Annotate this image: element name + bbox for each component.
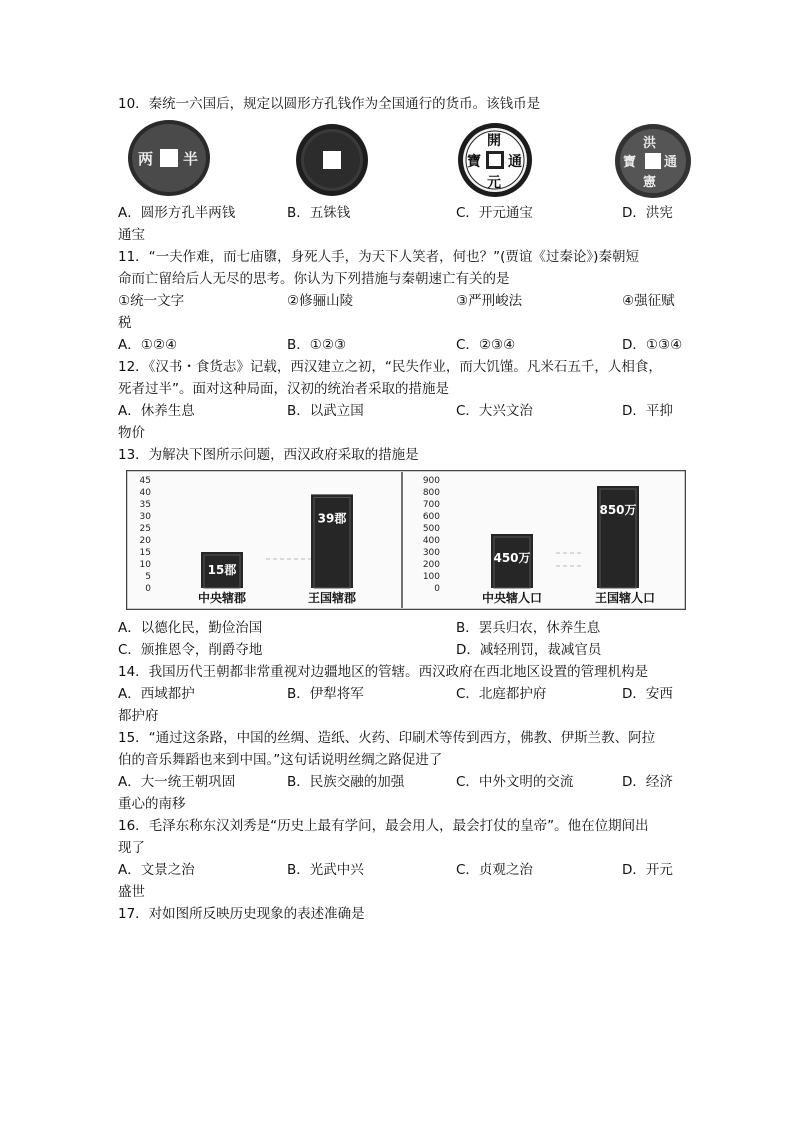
- coin-char: 開: [487, 133, 501, 149]
- y-tick-label: 30: [139, 512, 151, 522]
- y-tick-label: 200: [422, 560, 440, 570]
- q14-option-d-wrap: 都护府: [118, 708, 159, 724]
- y-tick-label: 900: [422, 476, 440, 486]
- q11-item-4: ④强征赋: [622, 293, 675, 309]
- bar-data-label: 850万: [599, 503, 637, 517]
- coin-char: 憲: [643, 175, 657, 190]
- y-tick-label: 600: [422, 512, 440, 522]
- q12-stem-line1: 12．《汉书・食货志》记载，西汉建立之初，“民失作业，而大饥馑。凡米石五千，人相食，: [118, 359, 662, 375]
- y-tick-label: 800: [422, 488, 440, 498]
- coin-char: 通: [508, 154, 522, 170]
- y-tick-label: 40: [139, 488, 151, 498]
- bar-data-label: 39郡: [317, 511, 347, 526]
- q17-stem: 17．对如图所反映历史现象的表述准确是: [118, 906, 365, 922]
- q12-stem-line2: 死者过半”。面对这种局面，汉初的统治者采取的措施是: [118, 381, 449, 397]
- kaiyuan-coin-icon: [456, 121, 534, 199]
- category-label: 王国辖人口: [594, 591, 656, 605]
- wuzhu-coin-icon: [294, 122, 370, 198]
- q11-item-2: ②修骊山陵: [287, 293, 354, 309]
- banliang-coin-icon: [126, 118, 212, 198]
- q13-bar-charts: [126, 470, 686, 610]
- q10-option-d: D．洪宪: [622, 205, 673, 221]
- q13-stem: 13．为解决下图所示问题，西汉政府采取的措施是: [118, 447, 419, 463]
- q13-option-d: D．减轻刑罚，裁减官员: [456, 642, 602, 658]
- q16-option-c: C．贞观之治: [456, 862, 533, 878]
- y-tick-label: 10: [139, 560, 151, 570]
- q14-option-d: D．安西: [622, 686, 673, 702]
- q16-option-b: B．光武中兴: [287, 862, 364, 878]
- y-tick-label: 5: [145, 572, 151, 582]
- q15-option-d: D．经济: [622, 774, 673, 790]
- q11-item-4-wrap: 税: [118, 315, 132, 331]
- q12-option-d-wrap: 物价: [118, 425, 145, 441]
- q15-stem-line2: 伯的音乐舞蹈也来到中国。”这句话说明丝绸之路促进了: [118, 752, 443, 768]
- y-tick-label: 20: [139, 536, 151, 546]
- coin-char: 寶: [467, 154, 481, 170]
- q12-option-a: A．休养生息: [118, 403, 195, 419]
- coin-char: 两: [138, 150, 154, 168]
- category-label: 王国辖郡: [307, 591, 357, 605]
- q15-option-a: A．大一统王朝巩固: [118, 774, 236, 790]
- hongxian-coin-icon: [613, 122, 693, 200]
- q11-option-a: A．①②④: [118, 337, 178, 353]
- q13-option-a: A．以德化民，勤俭治国: [118, 620, 263, 636]
- bar: [597, 486, 639, 588]
- y-tick-label: 0: [145, 584, 151, 594]
- q13-option-b: B．罢兵归农，休养生息: [456, 620, 601, 636]
- bar-data-label: 15郡: [207, 563, 237, 577]
- coin-char: 半: [183, 150, 199, 168]
- q16-stem-line1: 16．毛泽东称东汉刘秀是“历史上最有学问，最会用人，最会打仗的皇帝”。他在位期间出: [118, 818, 649, 834]
- q14-option-a: A．西域都护: [118, 686, 195, 702]
- q10-option-d-wrap: 通宝: [118, 227, 145, 243]
- q12-option-d: D．平抑: [622, 403, 673, 419]
- y-tick-label: 100: [422, 572, 440, 582]
- q15-option-c: C．中外文明的交流: [456, 774, 574, 790]
- coin-char: 元: [487, 175, 501, 191]
- q14-option-c: C．北庭都护府: [456, 686, 547, 702]
- q11-stem-line2: 命而亡留给后人无尽的思考。你认为下列措施与秦朝速亡有关的是: [118, 271, 510, 287]
- y-tick-label: 25: [139, 524, 151, 534]
- q15-option-d-wrap: 重心的南移: [118, 796, 186, 812]
- y-tick-label: 300: [422, 548, 440, 558]
- y-tick-label: 700: [422, 500, 440, 510]
- q14-stem: 14．我国历代王朝都非常重视对边疆地区的管辖。西汉政府在西北地区设置的管理机构是: [118, 664, 649, 680]
- q16-stem-line2: 现了: [118, 840, 145, 856]
- q13-option-c: C．颁推恩令，削爵夺地: [118, 642, 263, 658]
- y-tick-label: 500: [422, 524, 440, 534]
- y-tick-label: 35: [139, 500, 151, 510]
- bar: [311, 494, 353, 588]
- q16-option-a: A．文景之治: [118, 862, 195, 878]
- y-tick-label: 400: [422, 536, 440, 546]
- y-tick-label: 45: [139, 476, 151, 486]
- q11-stem-line1: 11．“一夫作难，而七庙隳，身死人手，为天下人笑者，何也？”(贾谊《过秦论》)秦朝短: [118, 249, 639, 265]
- coin-char: 通: [664, 155, 678, 170]
- coin-char: 洪: [643, 136, 657, 151]
- q10-stem: 10．秦统一六国后，规定以圆形方孔钱作为全国通行的货币。该钱币是: [118, 96, 541, 112]
- y-tick-label: 15: [139, 548, 151, 558]
- q11-item-1: ①统一文字: [118, 293, 185, 309]
- coin-char: 寶: [623, 155, 637, 170]
- category-label: 中央辖人口: [481, 591, 543, 605]
- q14-option-b: B．伊犁将军: [287, 686, 364, 702]
- q15-stem-line1: 15．“通过这条路，中国的丝绸、造纸、火药、印刷术等传到西方，佛教、伊斯兰教、阿拉: [118, 730, 656, 746]
- y-tick-label: 0: [434, 584, 440, 594]
- q11-item-3: ③严刑峻法: [456, 293, 523, 309]
- q12-option-c: C．大兴文治: [456, 403, 533, 419]
- q16-option-d: D．开元: [622, 862, 673, 878]
- q16-option-d-wrap: 盛世: [118, 884, 145, 900]
- q11-option-b: B．①②③: [287, 337, 347, 353]
- bar-data-label: 450万: [493, 551, 531, 565]
- q10-option-b: B．五铢钱: [287, 205, 351, 221]
- q10-option-c: C．开元通宝: [456, 205, 533, 221]
- q12-option-b: B．以武立国: [287, 403, 364, 419]
- q11-option-d: D．①③④: [622, 337, 683, 353]
- q11-option-c: C．②③④: [456, 337, 516, 353]
- category-label: 中央辖郡: [197, 591, 247, 605]
- q10-option-a: A．圆形方孔半两钱: [118, 205, 236, 221]
- q15-option-b: B．民族交融的加强: [287, 774, 405, 790]
